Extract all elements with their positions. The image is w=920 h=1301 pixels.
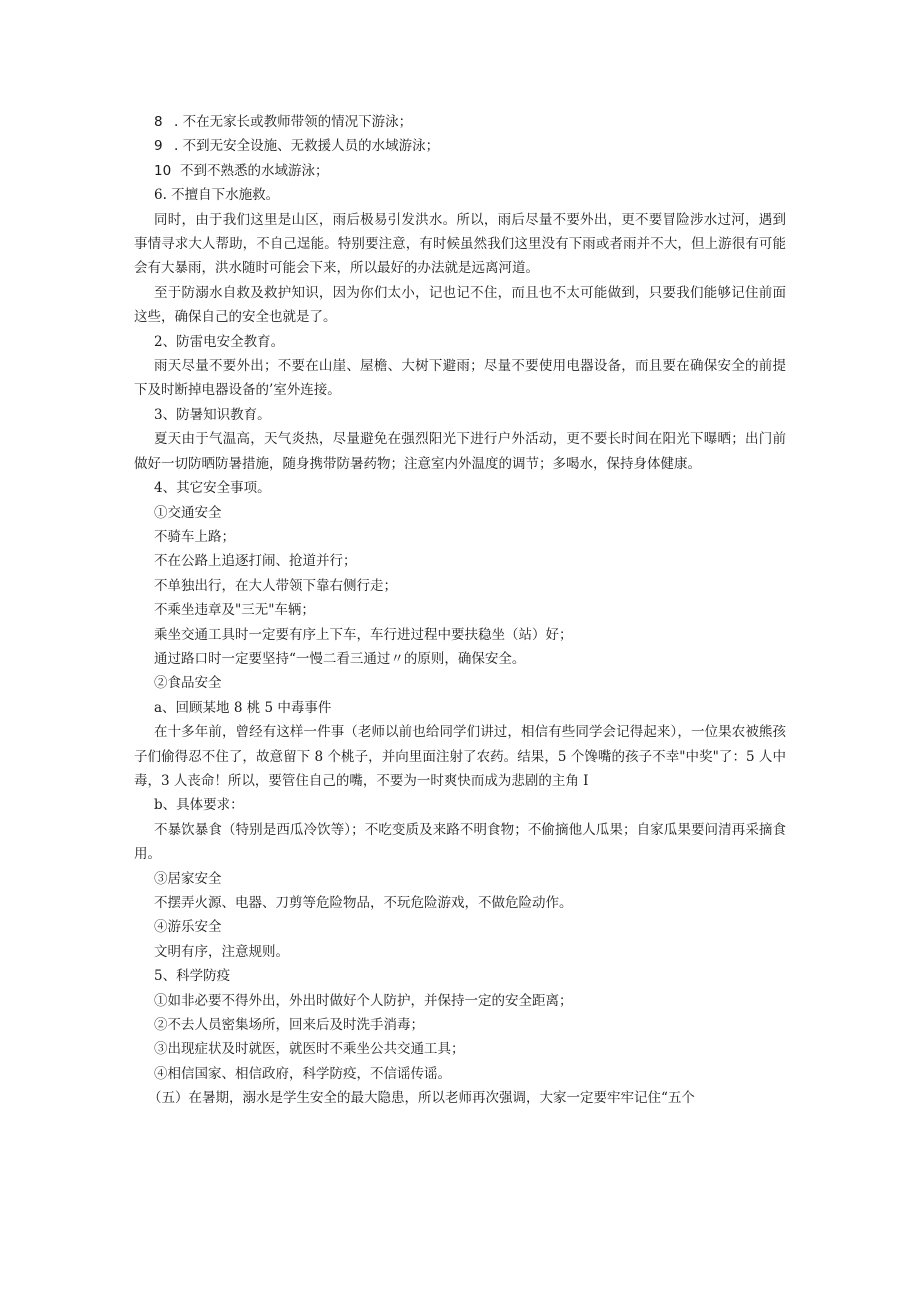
traffic-item: 通过路口时一定要坚持“一慢二看三通过〃的原则，确保安全。 [154,650,526,667]
play-safety-heading: ④游乐安全 [154,919,222,936]
play-safety-text: 文明有序，注意规则。 [154,943,289,960]
paragraph-flood: 同时，由于我们这里是山区，雨后极易引发洪水。所以，雨后尽量不要外出，更不要冒险涉水过河，遇到事情寻求大人帮助，不自己逞能。特别要注意，有时候虽然我们这里没有下雨或者雨并不大，但上游很有可能会有大暴雨，洪水随时可能会下来，所以最好的办法就是远离河道。 [134,211,786,277]
traffic-item: 乘坐交通工具时一定要有序上下车，车行进过程中要扶稳坐（站）好； [154,626,573,643]
paragraph-food-story: 在十多年前，曾经有这样一件事（老师以前也给同学们讲过，相信有些同学会记得起来），一位果农被熊孩子们偷得忍不住了，故意留下 8 个桃子，并向里面注射了农药。结果，5 个馋嘴的孩子不幸"中奖"了：5 人中毒，3 人丧命！所以，要管住自己的嘴，不要为一时爽快而成为悲剧的主角 I [134,724,786,789]
traffic-item: 不单独出行，在大人带领下靠右侧行走； [154,577,397,594]
traffic-item: 不在公路上追逐打闹、抢道并行； [154,553,357,570]
section-2-heading: 2、防雷电安全教育。 [154,333,285,350]
document-body [134,110,786,1111]
list-item-10: 10 不到不熟悉的水域游泳； [154,162,329,179]
traffic-item: 不乘坐违章及"三无"车辆； [154,602,315,619]
epidemic-item: ④相信国家、相信政府，科学防疫，不信谣传谣。 [154,1065,451,1082]
food-safety-heading: ②食品安全 [154,675,222,692]
traffic-item: 不骑车上路； [154,528,235,545]
food-requirements-heading: b、具体要求： [154,797,244,814]
section-3-heading: 3、防暑知识教育。 [154,406,271,423]
home-safety-text: 不摆弄火源、电器、刀剪等危险物品，不玩危险游戏，不做危险动作。 [154,895,573,911]
traffic-safety-heading: ①交通安全 [154,504,222,521]
paragraph-final: （五）在暑期，溺水是学生安全的最大隐患，所以老师再次强调，大家一定要牢牢记住“五个 [148,1090,695,1107]
list-item-8: 8 . 不在无家长或教师带领的情况下游泳； [154,114,413,130]
section-5-heading: 5、科学防疫 [154,968,231,985]
paragraph-food-rules: 不暴饮暴食（特别是西瓜冷饮等）；不吃变质及来路不明食物；不偷摘他人瓜果；自家瓜果要问清再采摘食用。 [134,821,786,863]
list-item-6: 6. 不擅自下水施救。 [154,187,280,204]
section-4-heading: 4、其它安全事项。 [154,480,271,497]
epidemic-item: ①如非必要不得外出，外出时做好个人防护，并保持一定的安全距离； [154,992,573,1009]
list-item-9: 9 . 不到无安全设施、无救援人员的水域游泳； [154,138,440,155]
home-safety-heading: ③居家安全 [154,870,222,887]
paragraph-drowning-knowledge: 至于防溺水自救及救护知识，因为你们太小，记也记不住，而且也不太可能做到，只要我们能够记住前面这些，确保自己的安全也就是了。 [134,284,786,326]
food-review-heading: a、回顾某地 8 桃 5 中毒事件 [154,699,332,716]
paragraph-heat: 夏天由于气温高，天气炎热，尽量避免在强烈阳光下进行户外活动，更不要长时间在阳光下曝晒；出门前做好一切防晒防暑措施，随身携带防暑药物；注意室内外温度的调节；多喝水，保持身体健康。 [134,431,786,472]
paragraph-lightning: 雨天尽量不要外出；不要在山崖、屋檐、大树下避雨；尽量不要使用电器设备，而且要在确保安全的前提下及时断掉电器设备的’室外连接。 [134,358,786,399]
epidemic-item: ③出现症状及时就医，就医时不乘坐公共交通工具； [154,1041,465,1058]
epidemic-item: ②不去人员密集场所，回来后及时洗手消毒； [154,1017,424,1034]
